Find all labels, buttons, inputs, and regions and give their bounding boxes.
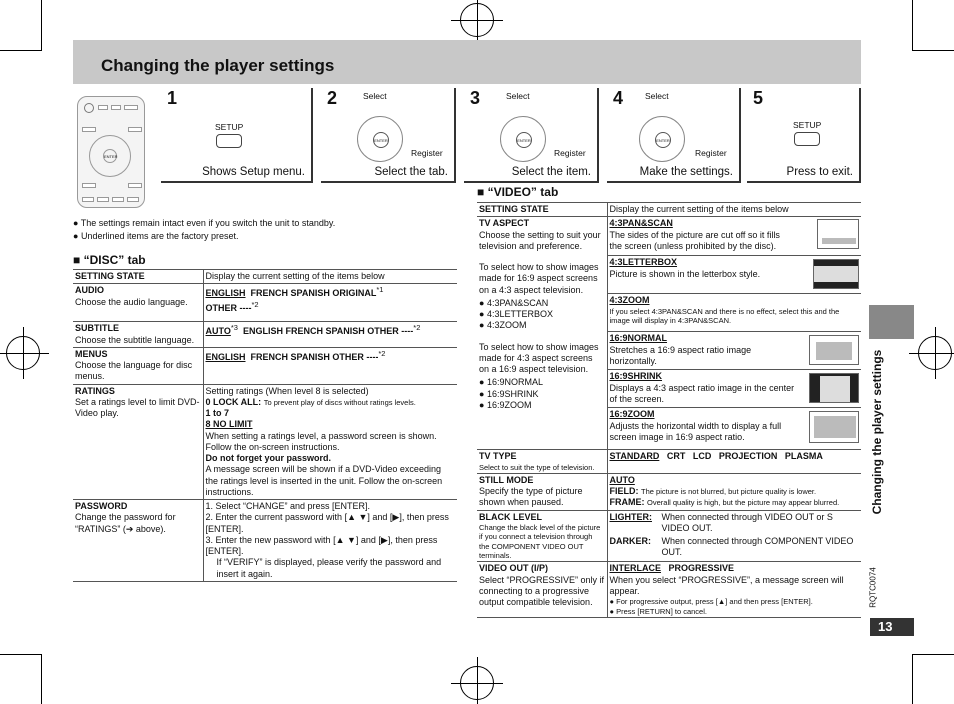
mode-name: 16:9SHRINK: [609, 371, 663, 382]
step-3: [464, 88, 599, 183]
setup-label: SETUP: [215, 122, 244, 132]
aspect-option: 4:3PAN&SCAN: [486, 297, 549, 308]
register-label: Register: [411, 148, 443, 158]
video-tab-heading: ■ “VIDEO” tab: [477, 185, 559, 199]
step-caption: Select the tab.: [374, 166, 448, 178]
footnote-mark: *3: [230, 323, 238, 333]
step-5: [747, 88, 861, 183]
crop-mark: [912, 654, 913, 704]
table-row: [73, 384, 457, 500]
crop-mark: [0, 50, 42, 51]
side-label: [867, 345, 887, 545]
step-number: 2: [327, 88, 338, 108]
setting-name: SETTING STATE: [477, 203, 607, 217]
setting-desc: Change the password for “RATINGS” (➔ above).: [75, 512, 176, 534]
option-cell: [203, 500, 457, 582]
dpad-icon: [357, 116, 403, 162]
option-name: DARKER:: [609, 536, 651, 547]
table-row: [477, 473, 861, 510]
option-desc: When connected through COMPONENT VIDEO OUT.: [661, 536, 854, 558]
remote-button: [124, 105, 138, 110]
option-cell: INTERLACE PROGRESSIVE When you select “PROGRESSIVE”, a message screen will appear. ● For progressive output, press [▲] and then press [ENTER]. ● Press [RETURN] to cancel.: [607, 562, 861, 618]
ratings-default: 8 NO LIMIT: [205, 419, 253, 430]
table-row: [73, 284, 457, 322]
registration-mark: [918, 336, 952, 370]
step-number: 4: [613, 88, 624, 108]
setting-name: SETTING STATE: [73, 270, 203, 284]
side-label-text: Changing the player settings: [870, 349, 884, 515]
setting-desc: Select “PROGRESSIVE” only if connecting to a progressive output compatible television.: [479, 574, 605, 608]
remote-button: [128, 183, 142, 188]
ratings-text: Setting ratings (When level 8 is selected): [205, 385, 369, 396]
remote-button: [128, 127, 142, 132]
aspect-modes-cell: [607, 217, 861, 450]
aspect-option: 4:3LETTERBOX: [486, 309, 553, 319]
aspect-mode: [608, 369, 862, 407]
remote-button: [111, 105, 121, 110]
page-title: Changing the player settings: [101, 56, 335, 75]
power-icon: [84, 103, 94, 113]
steps-row: [73, 88, 861, 183]
note: ● The settings remain intact even if you switch the unit to standby.: [73, 218, 336, 228]
default-option: INTERLACE: [609, 563, 661, 574]
setting-desc: Display the current setting of the items below: [203, 270, 457, 284]
footnote-mark: *2: [378, 348, 386, 358]
step-caption: Press to exit.: [786, 166, 853, 178]
option-note: For progressive output, press [▲] and then press [ENTER].: [616, 597, 813, 607]
video-tab-title: “VIDEO” tab: [487, 185, 559, 199]
doc-code: [868, 565, 888, 615]
mode-desc: Displays a 4:3 aspect ratio image in the center of the screen.: [609, 382, 795, 404]
setting-desc: Display the current setting of the items below: [607, 203, 861, 217]
registration-mark: [460, 3, 494, 37]
setting-cell: [73, 322, 203, 348]
table-row: [73, 347, 457, 384]
setting-desc: To select how to show images made for 16:9 aspect screens on a 4:3 aspect television.: [479, 262, 599, 295]
step-number: 5: [753, 88, 764, 108]
register-label: Register: [554, 148, 586, 158]
disc-tab-heading: ■ “DISC” tab: [73, 253, 146, 267]
dpad-icon: [639, 116, 685, 162]
crop-mark: [41, 654, 42, 704]
mode-name: 4:3ZOOM: [609, 295, 650, 306]
setting-name: SUBTITLE: [75, 323, 119, 334]
footnote-mark: *2: [413, 323, 421, 333]
table-row: [477, 217, 861, 450]
setting-name: STILL MODE: [479, 474, 534, 485]
select-label: Select: [506, 91, 530, 101]
aspect-mode: [608, 407, 862, 449]
zoom-thumbnail: [809, 411, 859, 443]
option-cell: [203, 284, 457, 322]
enter-key: ENTER: [373, 132, 389, 148]
setting-name: BLACK LEVEL: [479, 511, 542, 522]
crop-mark: [912, 50, 954, 51]
option-desc: When connected through VIDEO OUT or S VIDEO OUT.: [661, 511, 833, 533]
remote-control-illustration: [77, 96, 145, 208]
step-number: 3: [470, 88, 481, 108]
mode-name: 16:9ZOOM: [609, 409, 655, 420]
setting-cell: TV ASPECT Choose the setting to suit your television and preference. To select how to show images made for 16:9 aspect screens on a 4:3 aspect television. ● 4:3PAN&SCAN ● 4:3LETTERBOX ● 4:3ZOOM To select how to show images made for 4:3 aspect screens on a 16:9 aspect television. ● 16:9NORMAL ● 16:9SHRINK ● 16:9ZOOM: [477, 217, 607, 450]
select-label: Select: [645, 91, 669, 101]
aspect-mode: [608, 331, 862, 369]
option-cell: [607, 510, 861, 562]
setting-desc: Choose the language for disc menus.: [75, 360, 193, 382]
normal-thumbnail: [809, 335, 859, 365]
remote-button: [112, 197, 124, 202]
setting-cell: [477, 510, 607, 562]
table-row: [477, 203, 861, 217]
setting-cell: [73, 384, 203, 500]
setting-desc: Change the black level of the picture if you connect a television through the COMPONENT VIDEO OUT terminals.: [479, 522, 601, 560]
aspect-option: 16:9ZOOM: [486, 399, 532, 410]
option-desc: The picture is not blurred, but picture quality is lower.: [641, 487, 817, 497]
remote-enter-button: ENTER: [103, 149, 117, 163]
mode-desc: Picture is shown in the letterbox style.: [609, 268, 761, 279]
setting-name: MENUS: [75, 348, 108, 359]
dpad-icon: [500, 116, 546, 162]
ratings-text: A message screen will be shown if a DVD-Video exceeding the ratings level is inserted in the unit. Follow the on-screen instructions.: [205, 464, 443, 497]
video-settings-table: [477, 202, 861, 618]
table-row: [477, 450, 861, 474]
option-name: FIELD:: [609, 486, 639, 497]
doc-code-text: RQTC0074: [868, 567, 878, 608]
table-row: [73, 270, 457, 284]
option-desc: When you select “PROGRESSIVE”, a message screen will appear.: [609, 574, 844, 596]
letterbox-thumbnail: [813, 259, 859, 289]
options: PROGRESSIVE: [668, 563, 735, 574]
setting-name: AUDIO: [75, 285, 104, 296]
step-number: 1: [167, 88, 178, 108]
password-step: 1. Select “CHANGE” and press [ENTER].: [205, 501, 371, 511]
setup-button-icon: [794, 132, 820, 146]
setting-desc: Choose the subtitle language.: [75, 334, 195, 345]
aspect-option: 16:9NORMAL: [486, 377, 543, 388]
crop-mark: [912, 0, 913, 50]
password-step: 2. Enter the current password with [▲ ▼] and [▶], then press [ENTER].: [205, 512, 449, 534]
setting-desc: Set a ratings level to limit DVD-Video play.: [75, 396, 200, 418]
step-4: [607, 88, 741, 183]
default-option: AUTO: [609, 474, 635, 485]
step-caption: Select the item.: [511, 166, 591, 178]
table-row: [477, 562, 861, 618]
mode-name: 4:3LETTERBOX: [609, 257, 678, 268]
options: OTHER ----: [205, 302, 252, 313]
mode-desc: Stretches a 16:9 aspect ratio image horizontally.: [609, 344, 752, 366]
footnote-mark: *1: [376, 285, 384, 295]
setting-desc: Select to suit the type of television.: [479, 462, 595, 472]
register-label: Register: [695, 148, 727, 158]
options: CRT LCD PROJECTION PLASMA: [666, 451, 823, 462]
enter-key: ENTER: [655, 132, 671, 148]
setting-name: PASSWORD: [75, 501, 128, 511]
mode-desc: If you select 4:3PAN&SCAN and there is no effect, select this and the image will display in 4:3PAN&SCAN.: [609, 306, 840, 325]
aspect-option: 4:3ZOOM: [486, 320, 527, 331]
note-text: Underlined items are the factory preset.: [80, 231, 239, 241]
disc-tab-title: “DISC” tab: [83, 253, 146, 267]
option-cell: [607, 473, 861, 510]
step-caption: Shows Setup menu.: [202, 166, 305, 178]
ratings-lock-desc: To prevent play of discs without ratings levels.: [263, 397, 416, 407]
setting-cell: [73, 347, 203, 384]
setting-name: RATINGS: [75, 385, 115, 396]
aspect-mode: [608, 217, 862, 255]
mode-name: 4:3PAN&SCAN: [609, 218, 673, 229]
option-cell: [607, 450, 861, 474]
enter-key: ENTER: [516, 132, 532, 148]
option-desc: Overall quality is high, but the picture may appear blurred.: [647, 498, 840, 508]
aspect-option: 16:9SHRINK: [486, 388, 539, 399]
crop-mark: [912, 654, 954, 655]
crop-mark: [0, 654, 42, 655]
crop-mark: [41, 0, 42, 50]
ratings-text: When setting a ratings level, a password screen is shown. Follow the on-screen instructions.: [205, 430, 437, 452]
table-row: [73, 322, 457, 348]
remote-button: [82, 127, 96, 132]
pan-scan-thumbnail: [817, 219, 859, 249]
remote-button: [98, 105, 108, 110]
option-name: FRAME:: [609, 497, 645, 508]
default-option: ENGLISH: [205, 288, 246, 299]
setting-cell: [477, 562, 607, 618]
step-2: [321, 88, 456, 183]
password-step: If “VERIFY” is displayed, please verify the password and insert it again.: [216, 557, 442, 579]
setup-button-icon: [216, 134, 242, 148]
aspect-mode: [608, 293, 862, 331]
setting-cell: [477, 450, 607, 474]
setting-desc: To select how to show images made for 4:3 aspect screens on a 16:9 aspect television.: [479, 341, 599, 374]
table-row: [477, 510, 861, 562]
note-text: The settings remain intact even if you switch the unit to standby.: [80, 218, 336, 228]
setting-desc: Choose the setting to suit your television and preference.: [479, 229, 601, 251]
select-label: Select: [363, 91, 387, 101]
default-option: STANDARD: [609, 451, 660, 462]
ratings-lock: 0 LOCK ALL:: [205, 396, 262, 407]
mode-name: 16:9NORMAL: [609, 333, 668, 344]
registration-mark: [460, 666, 494, 700]
note: ● Underlined items are the factory preset.: [73, 231, 239, 241]
default-option: ENGLISH: [205, 351, 246, 362]
default-option: AUTO: [205, 326, 231, 337]
mode-desc: Adjusts the horizontal width to display a full screen image in 16:9 aspect ratio.: [609, 420, 782, 442]
aspect-mode: [608, 255, 862, 293]
shrink-thumbnail: [809, 373, 859, 403]
remote-button: [82, 183, 96, 188]
option-cell: [203, 347, 457, 384]
ratings-warning: Do not forget your password.: [205, 453, 332, 463]
setting-name: TV TYPE: [479, 451, 517, 462]
footnote-mark: *2: [251, 299, 259, 309]
setting-cell: [477, 473, 607, 510]
options: FRENCH SPANISH ORIGINAL: [250, 288, 377, 299]
setting-name: TV ASPECT: [479, 218, 530, 229]
table-row: [73, 500, 457, 582]
disc-settings-table: [73, 269, 457, 582]
remote-button: [82, 197, 94, 202]
page-number: 13: [870, 618, 914, 636]
setting-cell: [73, 500, 203, 582]
setting-desc: Specify the type of picture shown when paused.: [479, 486, 583, 508]
step-1: [161, 88, 313, 183]
title-bar: [73, 40, 861, 84]
options: FRENCH SPANISH OTHER ----: [250, 351, 379, 362]
setting-name: VIDEO OUT (I/P): [479, 563, 549, 574]
option-cell: [203, 322, 457, 348]
mode-desc: The sides of the picture are cut off so it fills the screen (unless prohibited by the disc).: [609, 229, 780, 251]
option-cell: [203, 384, 457, 500]
step-caption: Make the settings.: [639, 166, 733, 178]
registration-mark: [6, 336, 40, 370]
options: ENGLISH FRENCH SPANISH OTHER ----: [242, 326, 414, 337]
password-step: 3. Enter the new password with [▲ ▼] and [▶], then press [ENTER].: [205, 534, 438, 556]
setting-desc: Choose the audio language.: [75, 296, 188, 307]
setting-cell: [73, 284, 203, 322]
option-note: Press [RETURN] to cancel.: [616, 606, 707, 616]
remote-button: [97, 197, 109, 202]
default-option: LIGHTER:: [609, 511, 652, 522]
ratings-range: 1 to 7: [205, 408, 230, 418]
setup-label: SETUP: [793, 120, 822, 130]
remote-button: [127, 197, 139, 202]
